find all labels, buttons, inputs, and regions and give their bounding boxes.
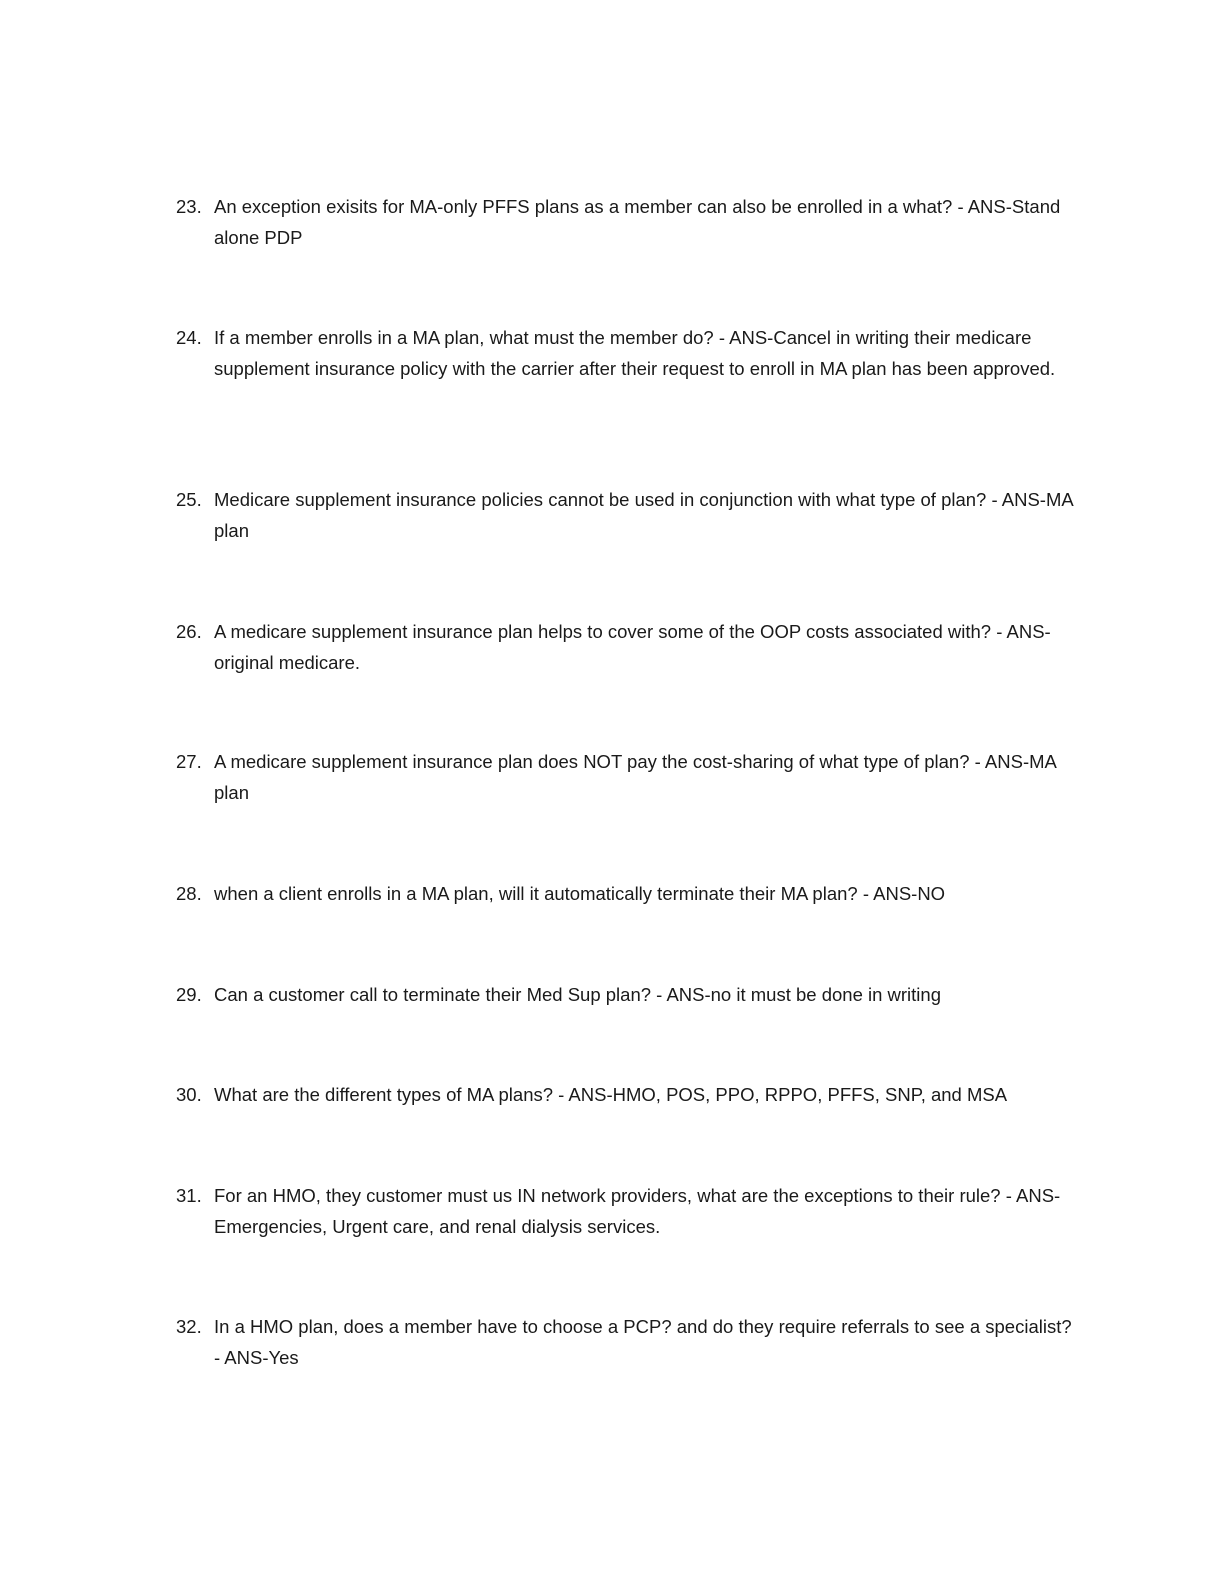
item-number: 29.	[176, 984, 202, 1005]
item-number: 31.	[176, 1185, 202, 1206]
question-item-28	[176, 879, 1076, 910]
question-answer-text: when a client enrolls in a MA plan, will it automatically terminate their MA plan? - ANS-NO	[214, 883, 946, 904]
question-item-31	[176, 1181, 1076, 1242]
question-answer-text: An exception exisits for MA-only PFFS plans as a member can also be enrolled in a what? - ANS-Stand alone PDP	[214, 196, 1061, 248]
item-number: 23.	[176, 196, 202, 217]
item-number: 30.	[176, 1084, 202, 1105]
question-answer-text: A medicare supplement insurance plan helps to cover some of the OOP costs associated with? - ANS-original medicare.	[214, 621, 1051, 673]
question-answer-text: Medicare supplement insurance policies cannot be used in conjunction with what type of plan? - ANS-MA plan	[214, 489, 1073, 541]
question-item-29	[176, 980, 1076, 1011]
item-number: 27.	[176, 751, 202, 772]
item-number: 25.	[176, 489, 202, 510]
question-item-24	[176, 323, 1076, 384]
question-answer-text: Can a customer call to terminate their Med Sup plan? - ANS-no it must be done in writing	[214, 984, 941, 1005]
question-item-27	[176, 747, 1076, 808]
question-answer-text: In a HMO plan, does a member have to choose a PCP? and do they require referrals to see a specialist? - ANS-Yes	[214, 1316, 1072, 1368]
question-item-32	[176, 1312, 1076, 1373]
question-item-23	[176, 192, 1076, 253]
item-number: 26.	[176, 621, 202, 642]
question-answer-text: If a member enrolls in a MA plan, what must the member do? - ANS-Cancel in writing their medicare supplement insurance policy with the carrier after their request to enroll in MA plan has been approved.	[214, 327, 1056, 379]
question-item-30	[176, 1080, 1076, 1111]
question-answer-text: What are the different types of MA plans? - ANS-HMO, POS, PPO, RPPO, PFFS, SNP, and MSA	[214, 1084, 1008, 1105]
question-item-26	[176, 617, 1076, 678]
item-number: 32.	[176, 1316, 202, 1337]
item-number: 28.	[176, 883, 202, 904]
question-answer-text: For an HMO, they customer must us IN network providers, what are the exceptions to their rule? - ANS-Emergencies, Urgent care, and renal dialysis services.	[214, 1185, 1061, 1237]
question-item-25	[176, 485, 1076, 546]
question-answer-text: A medicare supplement insurance plan does NOT pay the cost-sharing of what type of plan? - ANS-MA plan	[214, 751, 1056, 803]
item-number: 24.	[176, 327, 202, 348]
